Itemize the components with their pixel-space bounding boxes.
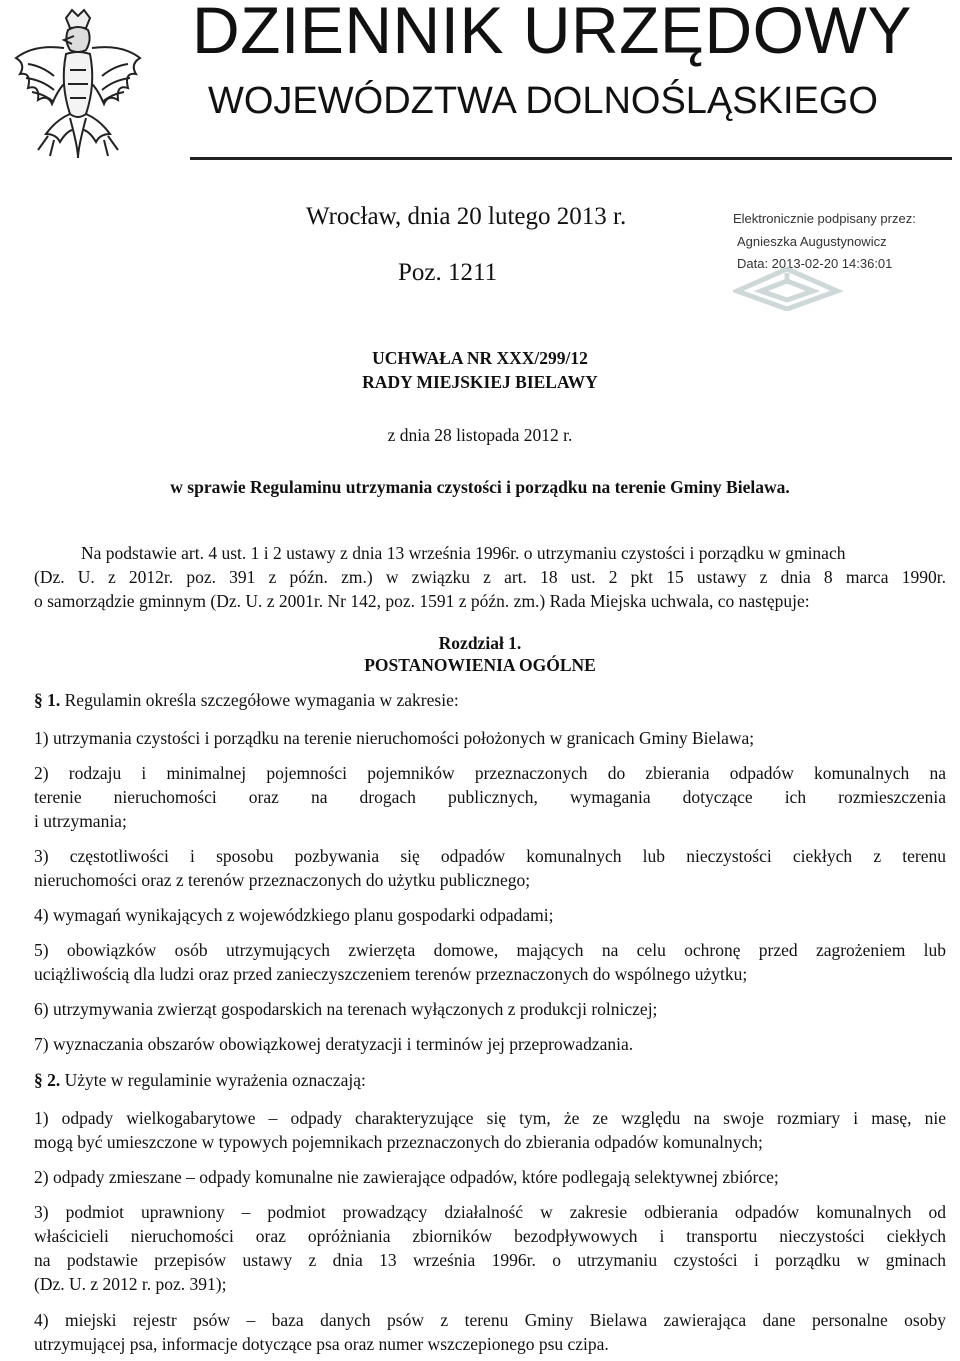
par1-intro-line bbox=[34, 690, 459, 711]
par1-item-3-line-2: nieruchomości oraz z terenów przeznaczonych do użytku publicznego; bbox=[34, 870, 531, 890]
par2-item-3-line-4: (Dz. U. z 2012 r. poz. 391); bbox=[34, 1274, 227, 1294]
resolution-title-2: RADY MIEJSKIEJ BIELAWY bbox=[362, 372, 598, 392]
signed-by-label: Elektronicznie podpisany przez: bbox=[733, 211, 916, 226]
preamble-line-2: (Dz. U. z 2012r. poz. 391 z późn. zm.) w związku z art. 18 ust. 2 pkt 15 ustawy z dnia 8 marca 1990r. bbox=[34, 567, 946, 587]
par1-item-7: 7) wyznaczania obszarów obowiązkowej deratyzacji i terminów jej przeprowadzania. bbox=[34, 1034, 634, 1054]
signer-name: Agnieszka Augustynowicz bbox=[737, 234, 887, 249]
par1-intro: Regulamin określa szczegółowe wymagania w zakresie: bbox=[64, 690, 459, 710]
par1-item-3-line-1: 3) częstotliwości i sposobu pozbywania się odpadów komunalnych lub nieczystości ciekłych z terenu bbox=[34, 846, 946, 866]
par1-item-2-line-1: 2) rodzaju i minimalnej pojemności pojemników przeznaczonych do zbierania odpadów komunalnych na bbox=[34, 763, 946, 783]
par1-item-1: 1) utrzymania czystości i porządku na terenie nieruchomości położonych w granicach Gminy Bielawa; bbox=[34, 728, 755, 748]
par1-item-5-line-1: 5) obowiązków osób utrzymujących zwierzęta domowe, mających na celu ochronę przed zagrożeniem lub bbox=[34, 940, 946, 960]
par1-item-5-line-2: uciążliwością dla ludzi oraz przed zanieczyszczeniem terenów przeznaczonych do wspólnego użytku; bbox=[34, 964, 748, 984]
par2-item-2: 2) odpady zmieszane – odpady komunalne nie zawierające odpadów, które podlegają selektywnej zbiórce; bbox=[34, 1167, 779, 1187]
par2-item-4-line-1: 4) miejski rejestr psów – baza danych psów z terenu Gminy Bielawa zawierająca dane personalne osoby bbox=[34, 1310, 946, 1330]
par1-item-2-line-3: i utrzymania; bbox=[34, 811, 127, 831]
par2-item-4-line-2: utrzymującej psa, informacje dotyczące psa oraz numer wszczepionego psu czipa. bbox=[34, 1334, 609, 1354]
par2-item-3-line-1: 3) podmiot uprawniony – podmiot prowadzący działalność w zakresie odbierania odpadów komunalnych od bbox=[34, 1202, 946, 1222]
journal-subtitle: WOJEWÓDZTWA DOLNOŚLĄSKIEGO bbox=[208, 80, 878, 122]
resolution-title-1: UCHWAŁA NR XXX/299/12 bbox=[372, 348, 588, 368]
par2-item-1-line-1: 1) odpady wielkogabarytowe – odpady charakteryzujące się tym, że ze względu na swoje rozmiary i masę, nie bbox=[34, 1108, 946, 1128]
signature-date: Data: 2013-02-20 14:36:01 bbox=[737, 256, 893, 271]
resolution-date: z dnia 28 listopada 2012 r. bbox=[387, 425, 573, 445]
preamble-line-3: o samorządzie gminnym (Dz. U. z 2001r. Nr 142, poz. 1591 z późn. zm.) Rada Miejska uchwala, co następuje: bbox=[34, 591, 810, 611]
par1-item-4: 4) wymagań wynikających z wojewódzkiego planu gospodarki odpadami; bbox=[34, 905, 554, 925]
par2-sign: § 2. bbox=[34, 1070, 61, 1090]
chapter-title: POSTANOWIENIA OGÓLNE bbox=[364, 655, 596, 675]
signature-stamp-icon bbox=[733, 251, 843, 311]
par2-intro-line bbox=[34, 1070, 366, 1091]
resolution-subject: w sprawie Regulaminu utrzymania czystości i porządku na terenie Gminy Bielawa. bbox=[170, 477, 790, 497]
par2-item-1-line-2: mogą być umieszczone w typowych pojemnikach przeznaczonych do zbierania odpadów komunalnych; bbox=[34, 1132, 763, 1152]
par2-item-3-line-2: właścicieli nieruchomości oraz opróżniania zbiorników bezodpływowych i transportu nieczystości ciekłych bbox=[34, 1226, 946, 1246]
eagle-emblem-icon bbox=[8, 4, 148, 164]
journal-title: DZIENNIK URZĘDOWY bbox=[192, 0, 912, 67]
par1-sign: § 1. bbox=[34, 690, 61, 710]
chapter-number: Rozdział 1. bbox=[438, 633, 522, 653]
par1-item-2-line-2: terenie nieruchomości oraz na drogach publicznych, wymagania dotyczące ich rozmieszczenia bbox=[34, 787, 946, 807]
header-rule bbox=[190, 157, 952, 160]
par2-item-3-line-3: na podstawie przepisów ustawy z dnia 13 września 1996r. o utrzymaniu czystości i porządku w gminach bbox=[34, 1250, 946, 1270]
preamble-line-1: Na podstawie art. 4 ust. 1 i 2 ustawy z dnia 13 września 1996r. o utrzymaniu czystości i porządku w gminach bbox=[81, 543, 846, 563]
position-number: Poz. 1211 bbox=[398, 259, 498, 286]
place-date: Wrocław, dnia 20 lutego 2013 r. bbox=[306, 203, 627, 230]
par1-item-6: 6) utrzymywania zwierząt gospodarskich na terenach wyłączonych z produkcji rolniczej; bbox=[34, 999, 658, 1019]
par2-intro: Użyte w regulaminie wyrażenia oznaczają: bbox=[64, 1070, 366, 1090]
electronic-signature bbox=[733, 211, 955, 311]
